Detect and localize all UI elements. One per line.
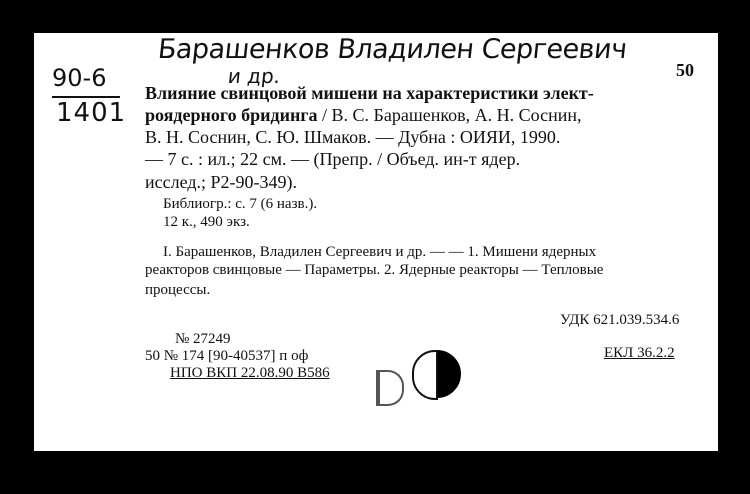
subject-line-1: I. Барашенков, Владилен Сергеевич и др. — — 1. Мишени ядерных	[163, 244, 597, 260]
authors-line-2: / В. С. Барашенков, А. Н. Соснин,	[317, 105, 582, 125]
description-line-4: — 7 с. : ил.; 22 см. — (Препр. / Объед. ин-т ядер.	[145, 149, 521, 169]
udk-code: УДК 621.039.534.6	[560, 312, 680, 328]
title-bold-2: роядерного бридинга	[145, 105, 318, 125]
title-line-1	[145, 82, 594, 105]
title-line-2	[145, 104, 582, 127]
title-bold-1: Влияние свинцовой мишени на характеристики элект-	[145, 83, 594, 103]
copies-note: 12 к., 490 экз.	[163, 214, 250, 230]
handwritten-et-al: и др.	[226, 64, 282, 88]
series-line-5: исслед.; Р2-90-349).	[145, 172, 297, 192]
subject-line-2: реакторов свинцовые — Параметры. 2. Ядерные реакторы — Тепловые	[145, 262, 604, 278]
catalog-codes: 50 № 174 [90-40537] п оф	[145, 348, 309, 364]
subject-line-3: процессы.	[145, 282, 211, 298]
npo-code: НПО ВКП 22.08.90 В586	[170, 365, 330, 381]
bibliography-note: Библиогр.: с. 7 (6 назв.).	[163, 196, 318, 212]
stamp-mark-icon	[376, 370, 404, 406]
scan-border-right	[718, 0, 750, 494]
ekl-code: ЕКЛ 36.2.2	[604, 345, 675, 361]
handwritten-author: Барашенков Владилен Сергеевич	[156, 34, 629, 65]
authors-line-3: В. Н. Соснин, С. Ю. Шмаков. — Дубна : ОИЯИ, 1990.	[145, 127, 561, 147]
scan-border-bottom	[34, 451, 750, 494]
record-number: № 27249	[175, 331, 231, 347]
handwritten-shelf-top: 90-6	[52, 64, 107, 92]
handwritten-shelf-bottom: 1401	[56, 98, 127, 128]
card-number: 50	[676, 60, 694, 80]
